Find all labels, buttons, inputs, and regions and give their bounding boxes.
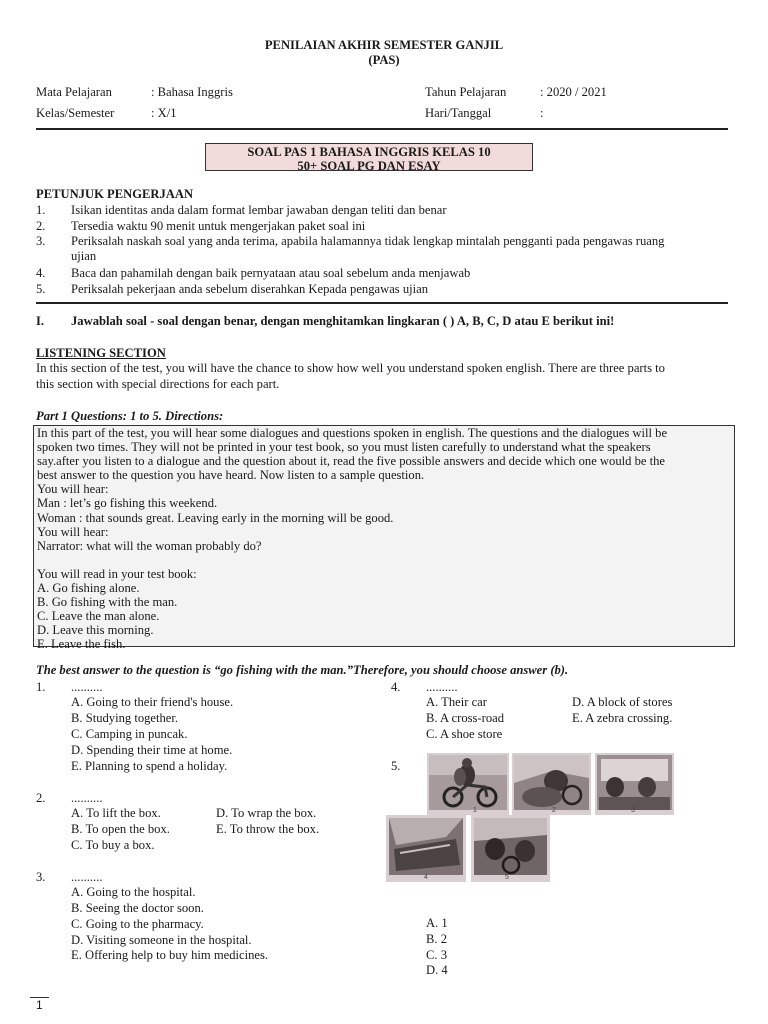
directions-line: A. Go fishing alone. [37,581,140,596]
petunjuk-text-continued: ujian [71,249,97,263]
photo-4-car-wreck [386,815,466,882]
petunjuk-text: Baca dan pahamilah dengan baik pernyataan atau soal sebelum anda menjawab [71,266,471,280]
mata-pelajaran-value: : Bahasa Inggris [151,85,233,99]
question-blank-1: .......... [71,680,103,694]
exam-subtitle: (PAS) [368,53,400,67]
hari-label: Hari/Tanggal [425,106,492,120]
question-number-4: 4. [391,680,401,694]
q3-option-e[interactable]: E. Offering help to buy him medicines. [71,948,269,962]
petunjuk-text: Periksalah pekerjaan anda sebelum diserahkan Kepada pengawas ujian [71,282,429,296]
q1-option-c[interactable]: C. Camping in puncak. [71,727,188,741]
petunjuk-heading: PETUNJUK PENGERJAAN [36,187,194,201]
question-blank-4: .......... [426,680,458,694]
directions-line: You will hear: [37,524,109,539]
directions-line: Man : let’s go fishing this weekend. [37,496,218,511]
directions-line: B. Go fishing with the man. [37,595,178,610]
petunjuk-text: Isikan identitas anda dalam format lembar jawaban dengan teliti dan benar [71,203,447,217]
directions-line: Narrator: what will the woman probably do? [37,538,262,553]
photo-label-2: 2 [552,807,556,814]
directions-line: say.after you listen to a dialogue and the question about it, read the five possible answers and decide which one would be the [37,454,665,469]
petunjuk-num: 4. [36,266,46,280]
listening-intro-line1: In this section of the test, you will have the chance to show how well you understand spoken english. There are three parts to [36,361,665,375]
directions-line: In this part of the test, you will hear some dialogues and questions spoken in english. The questions and the dialogues will be [37,426,668,440]
photo-5-car-interior [471,815,550,882]
q3-option-b[interactable]: B. Seeing the doctor soon. [71,901,204,915]
directions-line: D. Leave this morning. [37,623,154,638]
q4-option-e[interactable]: E. A zebra crossing. [572,711,673,725]
q4-option-d[interactable]: D. A block of stores [572,695,673,709]
directions-line: C. Leave the man alone. [37,609,160,624]
photo-label-4: 4 [424,874,428,881]
banner-line1: SOAL PAS 1 BAHASA INGGRIS KELAS 10 [247,145,491,159]
q1-option-b[interactable]: B. Studying together. [71,711,179,725]
directions-line: Woman : that sounds great. Leaving early in the morning will be good. [37,510,394,525]
question-number-5: 5. [391,759,401,773]
best-answer-note: The best answer to the question is “go fishing with the man.”Therefore, you should choose answer (b). [36,663,569,677]
directions-line: spoken two times. They will not be printed in your test book, so you must listen carefully to understand what the speakers [37,440,651,455]
q2-option-a[interactable]: A. To lift the box. [71,806,161,820]
mata-pelajaran-label: Mata Pelajaran [36,85,112,99]
q3-option-c[interactable]: C. Going to the pharmacy. [71,917,204,931]
page-number: 1 [36,998,43,1012]
photo-label-3: 3 [631,807,635,814]
car-passengers-image [595,753,674,815]
petunjuk-text: Tersedia waktu 90 menit untuk mengerjakan paket soal ini [71,219,366,233]
section-instruction: Jawablah soal - soal dengan benar, dengan menghitamkan lingkaran ( ) A, B, C, D atau E berikut ini! [71,314,615,328]
q1-option-e[interactable]: E. Planning to spend a holiday. [71,759,228,773]
directions-spacer [37,553,731,567]
directions-line: E. Leave the fish. [37,637,126,652]
q1-option-d[interactable]: D. Spending their time at home. [71,743,233,757]
kelas-value: : X/1 [151,106,177,120]
tahun-value: : 2020 / 2021 [540,85,607,99]
petunjuk-num: 1. [36,203,46,217]
banner-line2: 50+ SOAL PG DAN ESAY [297,159,441,173]
q1-option-a[interactable]: A. Going to their friend's house. [71,695,234,709]
exam-title: PENILAIAN AKHIR SEMESTER GANJIL [264,38,504,52]
q4-option-a[interactable]: A. Their car [426,695,487,709]
hari-value: : [540,106,544,120]
question-number-2: 2. [36,791,46,805]
question-number-3: 3. [36,870,46,884]
petunjuk-text: Periksalah naskah soal yang anda terima, apabila halamannya tidak lengkap mintalah pengganti pada pengawas ruang [71,234,665,248]
header-divider [36,128,728,130]
question-blank-3: .......... [71,870,103,884]
photo-label-1: 1 [473,807,477,814]
part1-heading: Part 1 Questions: 1 to 5. Directions: [36,409,224,423]
petunjuk-num: 2. [36,219,46,233]
photo-2-driver [512,753,591,815]
q4-option-c[interactable]: C. A shoe store [426,727,503,741]
directions-box [33,425,735,652]
car-wreck-image [386,815,466,882]
photo-label-5: 5 [505,874,509,881]
question-number-1: 1. [36,680,46,694]
q5-option-a[interactable]: A. 1 [426,916,448,930]
question-blank-2: .......... [71,791,103,805]
directions-line: You will hear: [37,482,109,497]
petunjuk-num: 3. [36,234,46,248]
tahun-label: Tahun Pelajaran [425,85,507,99]
kelas-label: Kelas/Semester [36,106,115,120]
q4-option-b[interactable]: B. A cross-road [426,711,505,725]
directions-line: best answer to the question you have heard. Now listen to a sample question. [37,468,425,483]
q5-option-b[interactable]: B. 2 [426,932,447,946]
q5-option-c[interactable]: C. 3 [426,948,447,962]
petunjuk-divider [36,302,728,304]
q2-option-d[interactable]: D. To wrap the box. [216,806,317,820]
q2-option-b[interactable]: B. To open the box. [71,822,170,836]
q3-option-d[interactable]: D. Visiting someone in the hospital. [71,933,252,947]
exam-banner [205,143,533,171]
car-driver-image [512,753,591,815]
section-number: I. [36,314,45,328]
listening-heading: LISTENING SECTION [36,346,166,360]
q2-option-e[interactable]: E. To throw the box. [216,822,320,836]
q2-option-c[interactable]: C. To buy a box. [71,838,155,852]
motorcycle-image [427,753,509,815]
photo-1-motorcycle [427,753,509,815]
q3-option-a[interactable]: A. Going to the hospital. [71,885,196,899]
photo-3-passengers [595,753,674,815]
q5-option-d[interactable]: D. 4 [426,963,448,977]
car-interior-image [471,815,550,882]
listening-intro-line2: this section with special directions for each part. [36,377,280,391]
petunjuk-num: 5. [36,282,46,296]
directions-line: You will read in your test book: [37,566,197,581]
